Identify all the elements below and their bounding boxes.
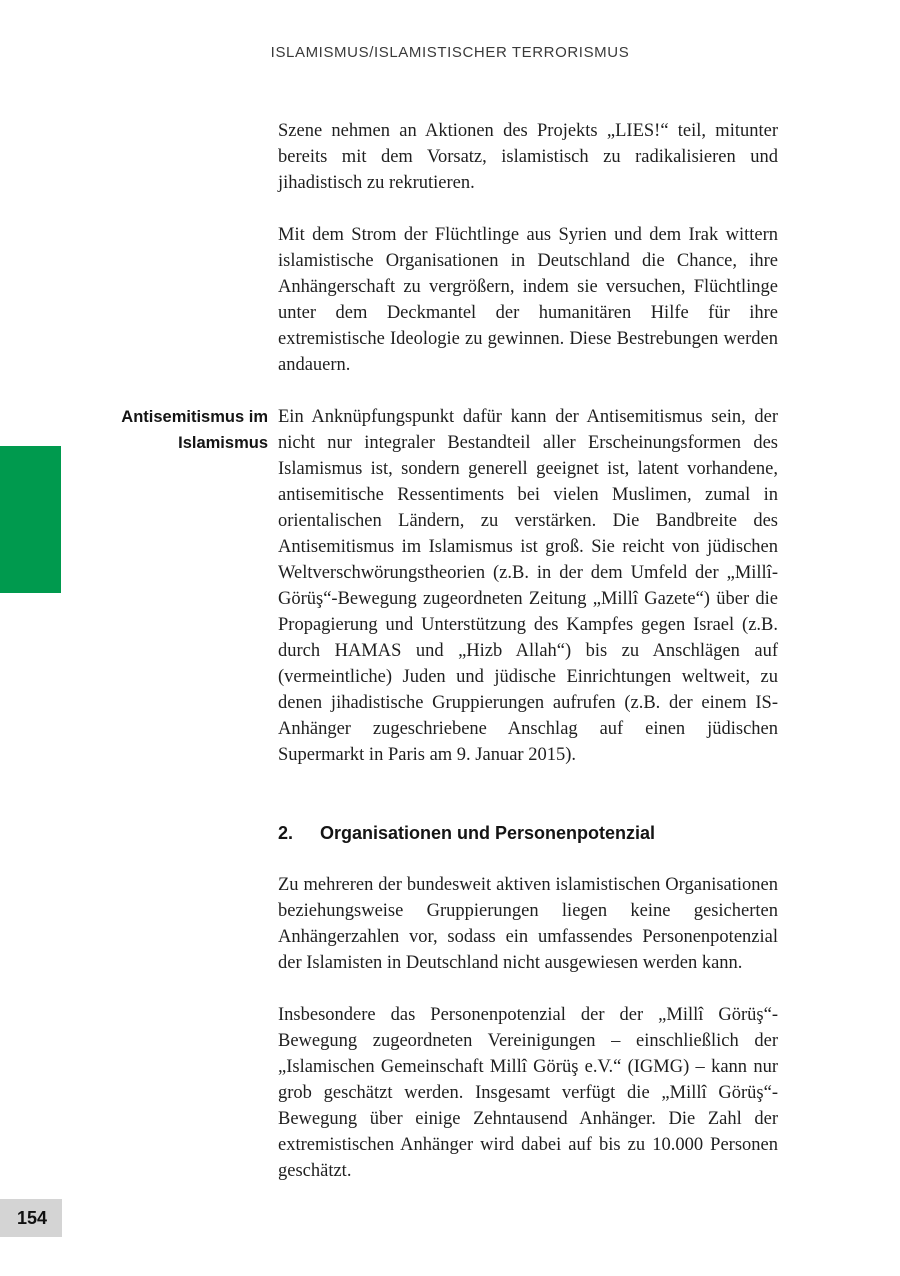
margin-label: Antisemitismus im Islamismus xyxy=(121,408,268,452)
page-number-badge xyxy=(0,1199,62,1237)
page-number: 154 xyxy=(17,1208,48,1228)
paragraph-lies-projekt: Szene nehmen an Aktionen des Projekts „LIES!“ teil, mitunter bereits mit dem Vorsatz, islamistisch zu radikalisieren und jihadistisch zu rekrutieren. xyxy=(278,121,778,193)
running-header: ISLAMISMUS/ISLAMISTISCHER TERRORISMUS xyxy=(270,44,630,61)
paragraph-fluechtlinge: Mit dem Strom der Flüchtlinge aus Syrien und dem Irak wittern islamistische Organisationen in Deutschland die Chance, ihre Anhängerschaft zu vergrößern, indem sie versuchen, Flüchtlinge unter dem Deckmantel der humanitären Hilfe für ihre extremistische Ideologie zu gewinnen. Diese Bestrebungen werden andauern. xyxy=(278,225,778,375)
green-margin-marker xyxy=(0,446,61,593)
paragraph-personenpotenzial: Zu mehreren der bundesweit aktiven islamistischen Organisationen beziehungsweise Gruppierungen liegen keine gesicherten Anhängerzahlen vor, sodass ein umfassendes Personenpotenzial der Islamisten in Deutschland nicht ausgewiesen werden kann. xyxy=(278,875,778,973)
paragraph-milli-goerues: Insbesondere das Personenpotenzial der der „Millî Görüş“-Bewegung zugeordneten Vereinigungen – einschließlich der „Islamischen Gemeinschaft Millî Görüş e.V.“ (IGMG) – kann nur grob geschätzt werden. Insgesamt verfügt die „Millî Görüş“-Bewegung über einige Zehntausend Anhänger. Die Zahl der extremistischen Anhänger wird dabei auf bis zu 10.000 Personen geschätzt. xyxy=(278,1005,778,1181)
paragraph-antisemitismus: Ein Anknüpfungspunkt dafür kann der Antisemitismus sein, der nicht nur integraler Bestandteil aller Erscheinungsformen des Islamismus ist, sondern generell geeignet ist, latent vorhandene, antisemitische Ressentiments bei vielen Muslimen, zumal in orientalischen Ländern, zu verstärken. Die Bandbreite des Antisemitismus im Islamismus ist groß. Sie reicht von jüdischen Weltverschwörungstheorien (z.B. in der dem Umfeld der „Millî-Görüş“-Bewegung zugeordneten Zeitung „Millî Gazete“) über die Propagierung und Unterstützung des Kampfes gegen Israel (z.B. durch HAMAS und „Hizb Allah“) bis zu Anschlägen auf (vermeintliche) Juden und jüdische Einrichtungen weltweit, zu denen jihadistische Gruppierungen aufrufen (z.B. der einem IS-Anhänger zugeschriebene Anschlag auf einen jüdischen Supermarkt in Paris am 9. Januar 2015). xyxy=(278,407,778,765)
section-number: 2. xyxy=(278,823,294,843)
section-heading xyxy=(278,820,778,846)
section-title: Organisationen und Personenpotenzial xyxy=(320,823,656,843)
